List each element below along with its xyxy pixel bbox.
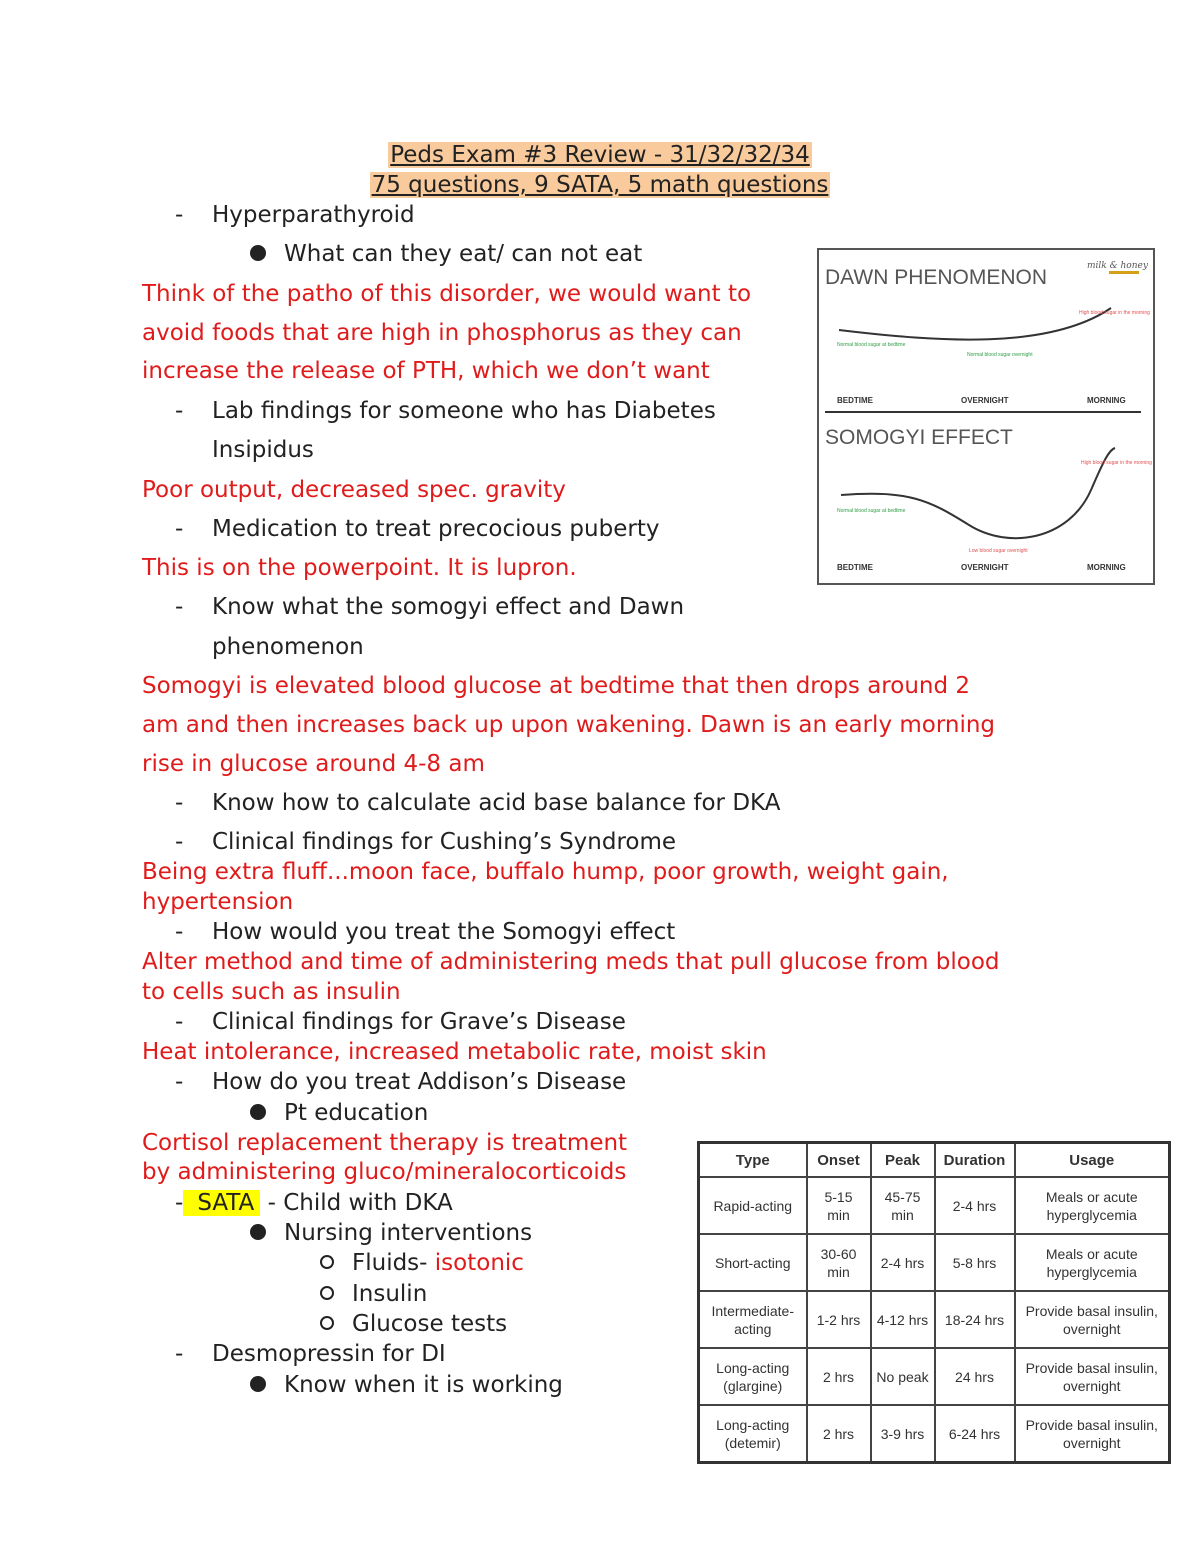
answer-text: Being extra fluff...moon face, buffalo hump, poor growth, weight gain,: [142, 859, 949, 885]
question-dash: -: [175, 516, 184, 542]
question-text: Clinical findings for Cushing’s Syndrome: [212, 829, 677, 855]
table-cell: 45-75 min: [871, 1177, 935, 1234]
table-cell: Intermediate-acting: [699, 1291, 807, 1348]
table-cell: Meals or acute hyperglycemia: [1015, 1234, 1170, 1291]
table-header-row: [699, 1143, 1170, 1178]
answer-text: hypertension: [142, 889, 294, 915]
table-cell: Long-acting (glargine): [699, 1348, 807, 1405]
question-dash: -: [175, 790, 184, 816]
question-text: Lab findings for someone who has Diabetes: [212, 398, 716, 424]
somogyi-x-label: BEDTIME: [837, 563, 873, 572]
insulin-table: [697, 1141, 1171, 1464]
table-cell: 30-60 min: [807, 1234, 871, 1291]
somogyi-x-label: OVERNIGHT: [961, 563, 1009, 572]
question-dash: -: [175, 919, 184, 945]
question-text: Hyperparathyroid: [212, 202, 415, 228]
bullet-icon: [250, 1104, 266, 1120]
answer-text: to cells such as insulin: [142, 979, 401, 1005]
table-cell: Short-acting: [699, 1234, 807, 1291]
somogyi-title: SOMOGYI EFFECT: [825, 426, 1013, 449]
bullet-icon: [250, 1376, 266, 1392]
table-cell: Meals or acute hyperglycemia: [1015, 1177, 1170, 1234]
sub-bullet-item: Pt education: [250, 1098, 428, 1128]
table-cell: Provide basal insulin, overnight: [1015, 1348, 1170, 1405]
dawn-mid-note: Normal blood sugar overnight: [967, 352, 1033, 358]
sub-bullet-item: Nursing interventions: [250, 1218, 532, 1248]
table-header: Duration: [935, 1143, 1015, 1178]
answer-text: Alter method and time of administering meds that pull glucose from blood: [142, 949, 1000, 975]
question-item: -: [175, 202, 184, 228]
question-text: How would you treat the Somogyi effect: [212, 919, 676, 945]
table-header: Type: [699, 1143, 807, 1178]
dawn-x-label: OVERNIGHT: [961, 396, 1009, 405]
table-row: [699, 1234, 1170, 1291]
answer-text: Somogyi is elevated blood glucose at bedtime that then drops around 2: [142, 673, 971, 699]
table-header: Peak: [871, 1143, 935, 1178]
highlight-label: SATA: [183, 1190, 260, 1216]
table-row: [699, 1291, 1170, 1348]
question-text: How do you treat Addison’s Disease: [212, 1069, 627, 1095]
question-dash: -: [175, 1009, 184, 1035]
table-cell: Long-acting (detemir): [699, 1405, 807, 1463]
table-row: [699, 1177, 1170, 1234]
table-cell: 5-8 hrs: [935, 1234, 1015, 1291]
question-dash: -: [175, 398, 184, 424]
table-cell: 24 hrs: [935, 1348, 1015, 1405]
circle-bullet-icon: [320, 1255, 334, 1269]
table-row: [699, 1348, 1170, 1405]
bullet-icon: [250, 245, 266, 261]
answer-text: This is on the powerpoint. It is lupron.: [142, 555, 577, 581]
table-cell: 4-12 hrs: [871, 1291, 935, 1348]
table-header: Usage: [1015, 1143, 1170, 1178]
answer-text: by administering gluco/mineralocorticoids: [142, 1159, 627, 1185]
table-cell: No peak: [871, 1348, 935, 1405]
answer-text: increase the release of PTH, which we don’t want: [142, 358, 710, 384]
dawn-x-label: BEDTIME: [837, 396, 873, 405]
table-cell: 2-4 hrs: [935, 1177, 1015, 1234]
circle-bullet-icon: [320, 1286, 334, 1300]
table-header: Onset: [807, 1143, 871, 1178]
dawn-somogyi-diagram: [819, 250, 1153, 583]
answer-text: am and then increases back up upon wakening. Dawn is an early morning: [142, 712, 996, 738]
table-cell: 2 hrs: [807, 1405, 871, 1463]
question-text: Know what the somogyi effect and Dawn: [212, 594, 685, 620]
sub-bullet-item: Know when it is working: [250, 1370, 563, 1400]
dawn-title: DAWN PHENOMENON: [825, 266, 1048, 289]
sub-bullet-item: What can they eat/ can not eat: [250, 239, 642, 269]
table-cell: Rapid-acting: [699, 1177, 807, 1234]
question-dash: -: [175, 594, 184, 620]
dawn-left-note: Normal blood sugar at bedtime: [837, 342, 906, 348]
dawn-curve: [839, 308, 1111, 340]
somogyi-mid-note: Low blood sugar overnight: [969, 548, 1028, 554]
table-cell: 1-2 hrs: [807, 1291, 871, 1348]
answer-text: Cortisol replacement therapy is treatment: [142, 1130, 628, 1156]
table-cell: 5-15 min: [807, 1177, 871, 1234]
question-text: Clinical findings for Grave’s Disease: [212, 1009, 626, 1035]
sub-sub-item: Insulin: [320, 1279, 427, 1309]
table-cell: 2 hrs: [807, 1348, 871, 1405]
table-cell: 6-24 hrs: [935, 1405, 1015, 1463]
table-cell: 2-4 hrs: [871, 1234, 935, 1291]
brand-logo-bar: [1109, 271, 1139, 274]
question-dash: -: [175, 1341, 184, 1367]
dawn-right-note: High blood sugar in the morning: [1079, 310, 1150, 316]
table-cell: 18-24 hrs: [935, 1291, 1015, 1348]
somogyi-curve: [841, 448, 1115, 538]
dawn-x-label: MORNING: [1087, 396, 1126, 405]
answer-text: avoid foods that are high in phosphorus as they can: [142, 320, 742, 346]
table-cell: 3-9 hrs: [871, 1405, 935, 1463]
question-text: Know how to calculate acid base balance for DKA: [212, 790, 781, 816]
question-text: Desmopressin for DI: [212, 1341, 446, 1367]
bullet-icon: [250, 1224, 266, 1240]
answer-text: Poor output, decreased spec. gravity: [142, 477, 566, 503]
question-text: Medication to treat precocious puberty: [212, 516, 660, 542]
table-cell: Provide basal insulin, overnight: [1015, 1405, 1170, 1463]
page-subtitle: 75 questions, 9 SATA, 5 math questions: [371, 172, 829, 198]
sub-sub-item: Fluids- isotonic: [320, 1248, 524, 1278]
sub-sub-item: Glucose tests: [320, 1309, 507, 1339]
page-title: Peds Exam #3 Review - 31/32/32/34: [390, 142, 810, 168]
dawn-somogyi-figure: [817, 248, 1155, 585]
somogyi-left-note: Normal blood sugar at bedtime: [837, 508, 906, 514]
question-dash: -: [175, 1069, 184, 1095]
question-item: - SATA - Child with DKA: [175, 1190, 453, 1216]
brand-logo: milk & honey: [1087, 261, 1148, 271]
answer-text: Heat intolerance, increased metabolic rate, moist skin: [142, 1039, 767, 1065]
table-row: [699, 1405, 1170, 1463]
somogyi-right-note: High blood sugar in the morning: [1081, 460, 1152, 466]
question-dash: -: [175, 829, 184, 855]
question-text: Insipidus: [212, 437, 314, 463]
answer-text: Think of the patho of this disorder, we would want to: [142, 281, 752, 307]
table-cell: Provide basal insulin, overnight: [1015, 1291, 1170, 1348]
circle-bullet-icon: [320, 1316, 334, 1330]
somogyi-x-label: MORNING: [1087, 563, 1126, 572]
question-text: phenomenon: [212, 634, 364, 660]
answer-text: rise in glucose around 4-8 am: [142, 751, 485, 777]
